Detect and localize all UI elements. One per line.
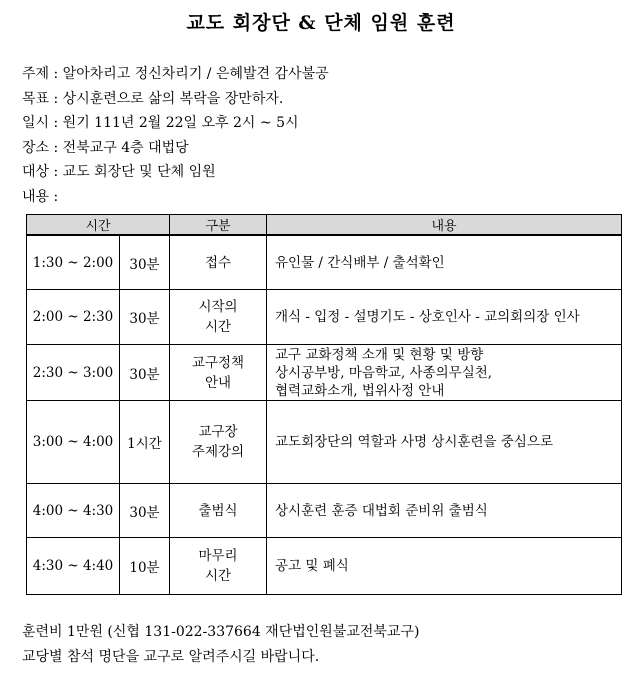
row-category-line: 출범식 bbox=[198, 502, 238, 519]
row-time: 1:30 ~ 2:00 bbox=[27, 235, 120, 290]
header-time: 시간 bbox=[27, 215, 170, 236]
footer-notice: 교당별 참석 명단을 교구로 알려주시길 바랍니다. bbox=[22, 649, 320, 665]
row-category bbox=[170, 345, 267, 401]
header-category: 구분 bbox=[170, 215, 267, 236]
footer bbox=[22, 620, 419, 670]
row-time: 4:30 ~ 4:40 bbox=[27, 538, 120, 595]
table-row bbox=[27, 235, 622, 290]
row-time: 2:00 ~ 2:30 bbox=[27, 290, 120, 345]
page-title: 교도 회장단 & 단체 임원 훈련 bbox=[186, 12, 456, 34]
row-category bbox=[170, 235, 267, 290]
schedule-table bbox=[26, 214, 622, 595]
table-header-row bbox=[27, 215, 622, 236]
row-duration: 30분 bbox=[120, 484, 170, 538]
row-category-line: 시작의 bbox=[198, 299, 238, 315]
table-row bbox=[27, 484, 622, 538]
table-row bbox=[27, 538, 622, 595]
table-row bbox=[27, 290, 622, 345]
table-row bbox=[27, 401, 622, 484]
info-target: 대상 : 교도 회장단 및 단체 임원 bbox=[22, 164, 216, 181]
info-block bbox=[22, 62, 329, 210]
info-subject: 주제 : 알아차리고 정신차리기 / 은혜발견 감사불공 bbox=[22, 66, 329, 82]
row-content bbox=[267, 401, 622, 484]
row-duration: 30분 bbox=[120, 235, 170, 290]
row-time: 3:00 ~ 4:00 bbox=[27, 401, 120, 484]
row-content-line: 유인물 / 간식배부 / 출석확인 bbox=[275, 254, 445, 271]
row-content bbox=[267, 345, 622, 401]
row-category bbox=[170, 290, 267, 345]
row-duration: 30분 bbox=[120, 345, 170, 401]
row-category-line: 교구장 bbox=[198, 424, 238, 440]
row-category-line: 시간 bbox=[204, 319, 232, 335]
row-time: 2:30 ~ 3:00 bbox=[27, 345, 120, 401]
row-time: 4:00 ~ 4:30 bbox=[27, 484, 120, 538]
row-content bbox=[267, 484, 622, 538]
row-category bbox=[170, 484, 267, 538]
info-content-label: 내용 : bbox=[22, 188, 59, 205]
row-category-line: 안내 bbox=[204, 374, 232, 391]
row-category-line: 접수 bbox=[204, 254, 232, 271]
row-category-line: 시간 bbox=[204, 568, 232, 584]
row-duration: 10분 bbox=[120, 538, 170, 595]
row-content-line: 상시훈련 훈증 대법회 준비위 출범식 bbox=[275, 502, 488, 519]
row-category-line: 마무리 bbox=[198, 548, 238, 564]
row-content-line: 교도회장단의 역할과 사명 상시훈련을 중심으로 bbox=[275, 434, 553, 450]
row-category-line: 주제강의 bbox=[191, 444, 245, 460]
info-date: 일시 : 원기 111년 2월 22일 오후 2시 ~ 5시 bbox=[22, 115, 299, 132]
row-content-line: 공고 및 폐식 bbox=[275, 558, 349, 574]
row-content-line: 상시공부방, 마음학교, 사종의무실천, bbox=[275, 364, 493, 381]
row-content-line: 교구 교화정책 소개 및 현황 및 방향 bbox=[275, 346, 484, 363]
row-category bbox=[170, 538, 267, 595]
info-goal: 목표 : 상시훈련으로 삶의 복락을 장만하자. bbox=[22, 90, 284, 107]
header-content: 내용 bbox=[267, 215, 622, 236]
row-content-line: 협력교화소개, 법위사정 안내 bbox=[275, 382, 445, 399]
row-category-line: 교구정책 bbox=[191, 354, 245, 371]
row-category bbox=[170, 401, 267, 484]
row-content-line: 개식 - 입정 - 설명기도 - 상호인사 - 교의회의장 인사 bbox=[275, 309, 580, 325]
row-duration: 1시간 bbox=[120, 401, 170, 484]
table-row bbox=[27, 345, 622, 401]
footer-fee: 훈련비 1만원 (신협 131-022-337664 재단법인원불교전북교구) bbox=[22, 624, 420, 640]
info-place: 장소 : 전북교구 4층 대법당 bbox=[22, 139, 189, 156]
row-content bbox=[267, 538, 622, 595]
row-content bbox=[267, 290, 622, 345]
row-content bbox=[267, 235, 622, 290]
row-duration: 30분 bbox=[120, 290, 170, 345]
